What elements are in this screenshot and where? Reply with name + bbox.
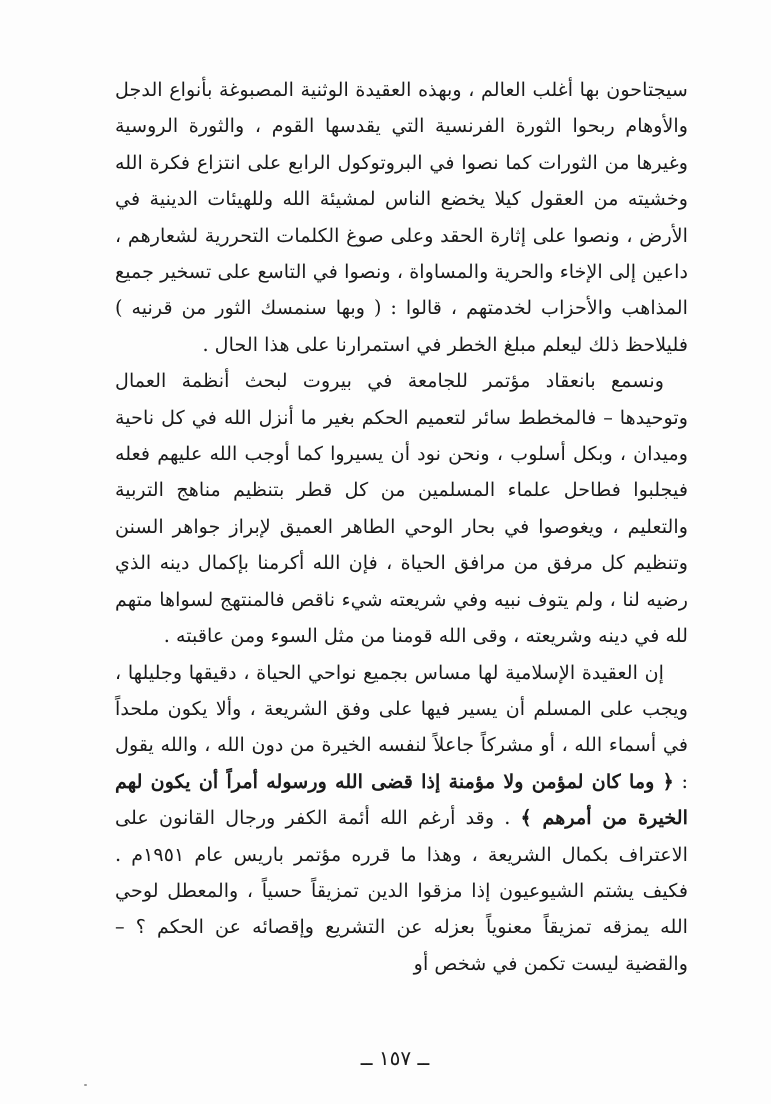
page-number: ــ ١٥٧ ــ [360,1046,430,1070]
paragraph-1-text: سيجتاحون بها أغلب العالم ، وبهذه العقيدة الوثنية المصبوغة بأنواع الدجل والأوهام ربحوا الثورة الفرنسية التي يقدسها القوم ، والثورة الروسية وغيرها من الثورات كما نصوا في البروتوكول الرابع على انتزاع فكرة الله وخشيته من العقول كيلا يخضع الناس لمشيئة الله وللهيئات الدينية في الأرض ، ونصوا على إثارة الحقد وعلى صوغ الكلمات التحررية لشعارهم ، داعين إلى الإخاء والحرية والمساواة ، ونصوا في التاسع على تسخير جميع المذاهب والأحزاب لخدمتهم ، قالوا : ( وبها سنمسك الثور من قرنيه ) فليلاحظ ذلك ليعلم مبلغ الخطر في استمرارنا على هذا الحال . [115,78,688,356]
scan-speck [84,1084,87,1086]
paragraph-2-text: ونسمع بانعقاد مؤتمر للجامعة في بيروت لبحث أنظمة العمال وتوحيدها – فالمخطط سائر لتعميم الحكم بغير ما أنزل الله في كل ناحية وميدان ، وبكل أسلوب ، ونحن نود أن يسيروا كما أوجب الله عليهم فعله فيجلبوا فطاحل علماء المسلمين من كل قطر بتنظيم مناهج التربية والتعليم ، ويغوصوا في بحار الوحي الطاهر العميق لإبراز جواهر السنن وتنظيم كل مرفق من مرافق الحياة ، فإن الله أكرمنا بإكمال دينه الذي رضيه لنا ، ولم يتوف نبيه وفي شريعته شيء ناقص فالمنتهج لسواها متهم لله في دينه وشريعته ، وقى الله قومنا من مثل السوء ومن عاقبته . [115,369,688,648]
paragraph-3 [115,655,688,983]
paragraph-3-text-before: إن العقيدة الإسلامية لها مساس بجميع نواحي الحياة ، دقيقها وجليلها ، ويجب على المسلم أن يسير فيها على وفق الشريعة ، وألا يكون ملحداً في أسماء الله ، أو مشركاً جاعلاً لنفسه الخيرة من دون الله ، والله يقول : [115,660,688,793]
paragraph-2 [115,363,688,654]
paragraph-1 [115,72,688,363]
quran-quote: ﴿ وما كان لمؤمن ولا مؤمنة إذا قضى الله ورسوله أمراً أن يكون لهم الخيرة من أمرهم ﴾ [115,769,688,830]
body-text [115,72,688,982]
paragraph-3-text-after: . وقد أرغم الله أئمة الكفر ورجال القانون على الاعتراف بكمال الشريعة ، وهذا ما قرره مؤتمر باريس عام ١٩٥١م . فكيف يشتم الشيوعيون إذا مزقوا الدين تمزيقاً حسياً ، والمعطل لوحي الله يمزقه تمزيقاً معنوياً بعزله عن التشريع وإقصائه عن الحكم ؟ – والقضية ليست تكمن في شخص أو [115,806,688,975]
